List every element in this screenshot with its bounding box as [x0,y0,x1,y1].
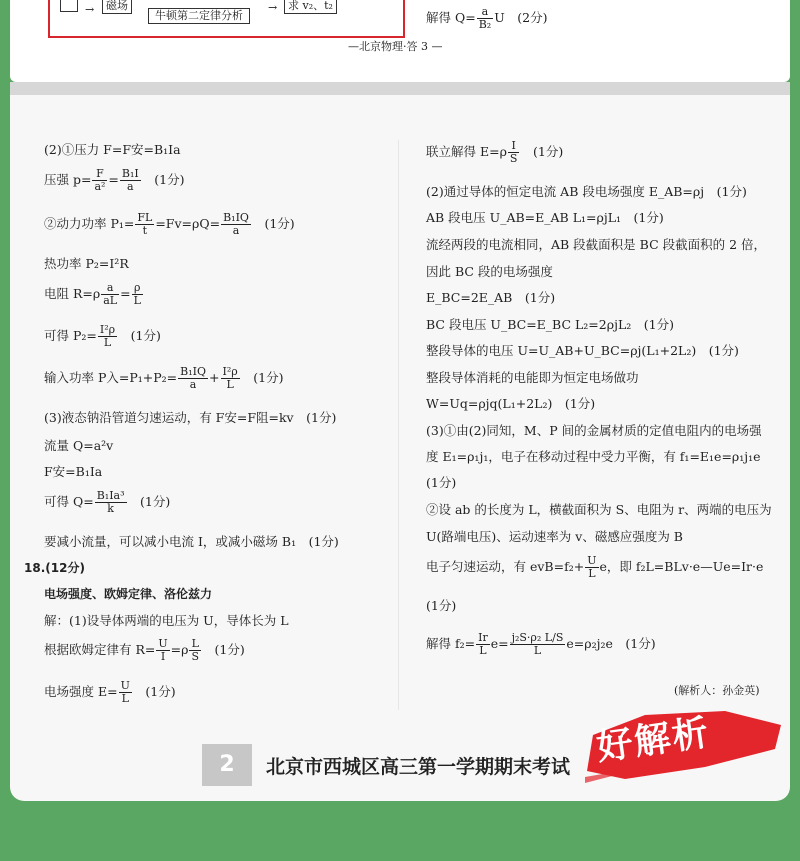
text: 电阻 R=ρ [44,286,101,301]
fraction [585,555,598,580]
text: e= [490,636,509,651]
fraction-numerator: I²ρ [99,323,116,336]
fraction-numerator: I [508,140,520,153]
fraction [221,212,251,237]
right-line-16 [426,555,763,580]
fraction-numerator: a [477,6,494,19]
text: 电场强度 E= [44,684,118,699]
text: e=ρ₂j₂e (1分) [566,636,656,651]
right-line-15: U(路端电压)、运动速率为 v、磁感应强度为 B [426,529,683,544]
fraction-numerator: B₁I [121,167,139,180]
text: 根据欧姆定律有 R= [44,642,156,657]
fraction-denominator: S [509,152,518,165]
fraction-numerator: FL [137,211,153,224]
score: (1分) [130,328,161,343]
fraction-numerator: I²ρ [222,365,238,378]
text: + [209,370,220,385]
right-line-14: ②设 ab 的长度为 L，横截面积为 S、电阻为 r、两端的电压为 [426,502,772,517]
fraction [101,282,119,307]
flowchart-box-result: 求 v₂、t₂ [284,0,337,14]
fraction-denominator: t [142,224,148,237]
page-label: —北京物理·答 3 — [348,40,443,53]
question-18-header: 18.(12分) [24,561,85,575]
fraction-denominator: k [107,502,114,515]
right-line-8: 整段导体的电压 U=U_AB+U_BC=ρj(L₁+2L₂) (1分) [426,343,739,358]
right-line-3: AB 段电压 U_AB=E_AB L₁=ρjL₁ (1分) [426,210,664,225]
text: 可得 P₂= [44,328,97,343]
text: = [108,172,119,187]
top-card [10,0,790,82]
right-line-7: BC 段电压 U_BC=E_BC L₂=2ρjL₂ (1分) [426,317,674,332]
page-gap [10,82,790,95]
fraction-denominator: aL [103,294,118,307]
fraction-numerator: Ir [478,631,488,644]
analyst-credit: (解析人：孙金英) [674,684,760,697]
fraction-numerator: L [189,638,201,651]
text: 压强 p= [44,172,92,187]
score: (1分) [253,370,284,385]
fraction-denominator: I [160,650,166,663]
question-18-topic: 电场强度、欧姆定律、洛伦兹力 [44,587,213,601]
score: (1分) [145,684,176,699]
text: ②动力功率 P₁= [44,216,135,231]
score: (1分) [140,494,171,509]
left-line-14 [44,638,245,663]
left-line-15 [44,680,176,705]
right-line-1 [426,140,563,165]
fraction [120,168,141,193]
fraction-denominator: L [133,294,141,307]
fraction [92,168,107,193]
fraction-denominator: L [103,336,112,349]
fraction [119,680,132,705]
flowchart-box [60,0,78,12]
fraction-denominator: L [226,378,234,391]
left-line-13: 解：(1)设导体两端的电压为 U，导体长为 L [44,613,289,628]
fraction-denominator: a [127,180,134,193]
top-solve-suffix: U (2分) [494,10,548,25]
fraction [508,140,520,165]
fraction-denominator: L [533,644,542,657]
text: 联立解得 E=ρ [426,144,507,159]
text: 输入功率 P入=P₁+P₂= [44,370,178,385]
fraction-numerator: U [158,637,168,650]
left-line-11 [44,490,170,515]
left-line-9: 流量 Q=a²v [44,438,114,453]
score: (1分) [154,172,185,187]
fraction-numerator: B₁Ia³ [96,489,125,502]
text: =Fv=ρQ= [155,216,221,231]
right-line-17: (1分) [426,598,457,613]
footer-page-number: 2 [202,744,252,786]
fraction [476,632,490,657]
footer-title: 北京市西城区高三第一学期期末考试 [266,756,571,778]
fraction-denominator: a [232,224,240,237]
fraction-denominator: L [588,567,596,580]
fraction-numerator: U [587,554,597,567]
fraction-numerator: U [120,679,130,692]
left-line-5 [44,282,144,307]
right-line-5: 因此 BC 段的电场强度 [426,264,553,279]
fraction-numerator: j₂S·ρ₂ L/S [511,631,564,644]
top-solve-line [426,6,547,31]
left-line-12: 要减小流量，可以减小电流 I，或减小磁场 B₁ (1分) [44,534,339,549]
left-line-6 [44,324,161,349]
right-line-18 [426,632,656,657]
right-line-9: 整段导体消耗的电能即为恒定电场做功 [426,370,639,385]
fraction [132,282,143,307]
fraction [221,366,240,391]
left-line-10: F安=B₁Ia [44,464,103,479]
left-line-7 [44,366,283,391]
fraction [156,638,169,663]
flowchart-arrow: → [85,3,95,16]
stamp-label: 好解析 [594,712,713,769]
fraction-numerator: a [101,282,119,295]
fraction-numerator: F [92,168,107,181]
right-line-11: (3)①由(2)同知，M、P 间的金属材质的定值电阻内的电场强 [426,423,762,438]
right-line-2: (2)通过导体的恒定电流 AB 段电场强度 E_AB=ρj (1分) [426,184,747,199]
text: 电子匀速运动，有 evB=f₂+ [426,559,585,574]
text: 可得 Q= [44,494,94,509]
fraction-denominator: a² [94,180,106,193]
text: = [120,286,131,301]
flowchart-box-newton: 牛顿第二定律分析 [148,8,250,24]
score: (1分) [214,642,245,657]
score: (1分) [264,216,295,231]
fraction [189,638,201,663]
fraction-numerator: B₁IQ [180,365,207,378]
flowchart-box-magnetic: 磁场 [102,0,132,14]
right-line-13: (1分) [426,475,457,490]
right-line-10: W=Uq=ρjq(L₁+2L₂) (1分) [426,396,596,411]
fraction-numerator: ρ [132,282,143,295]
left-line-4: 热功率 P₂=I²R [44,256,129,271]
right-line-6: E_BC=2E_AB (1分) [426,290,556,305]
text: 解得 f₂= [426,636,476,651]
left-line-2 [44,168,184,193]
fraction-denominator: L [121,692,129,705]
fraction-numerator: B₁IQ [223,211,249,224]
score: (1分) [532,144,564,159]
left-line-3 [44,212,295,237]
column-divider [398,140,399,710]
fraction-denominator: B₂ [478,18,492,31]
fraction [178,366,208,391]
fraction [510,632,566,657]
fraction [135,212,154,237]
right-line-12: 度 E₁=ρ₁j₁，电子在移动过程中受力平衡，有 f₁=E₁e=ρ₁j₁e [426,449,761,464]
fraction-denominator: S [191,650,200,663]
right-line-4: 流经两段的电流相同，AB 段截面积是 BC 段截面积的 2 倍， [426,237,767,252]
top-solve-prefix: 解得 Q= [426,10,476,25]
fraction-denominator: L [479,644,487,657]
text: =ρ [170,642,189,657]
left-line-1: (2)①压力 F=F安=B₁Ia [44,142,181,157]
flowchart-arrow: → [268,1,278,14]
left-line-8: (3)液态钠沿管道匀速运动，有 F安=F阻=kv (1分) [44,410,337,425]
fraction [98,324,117,349]
fraction [95,490,127,515]
text: e，即 f₂L=BLv·e—Ue=Ir·e [599,559,764,574]
fraction [477,6,494,31]
fraction-denominator: a [189,378,197,391]
